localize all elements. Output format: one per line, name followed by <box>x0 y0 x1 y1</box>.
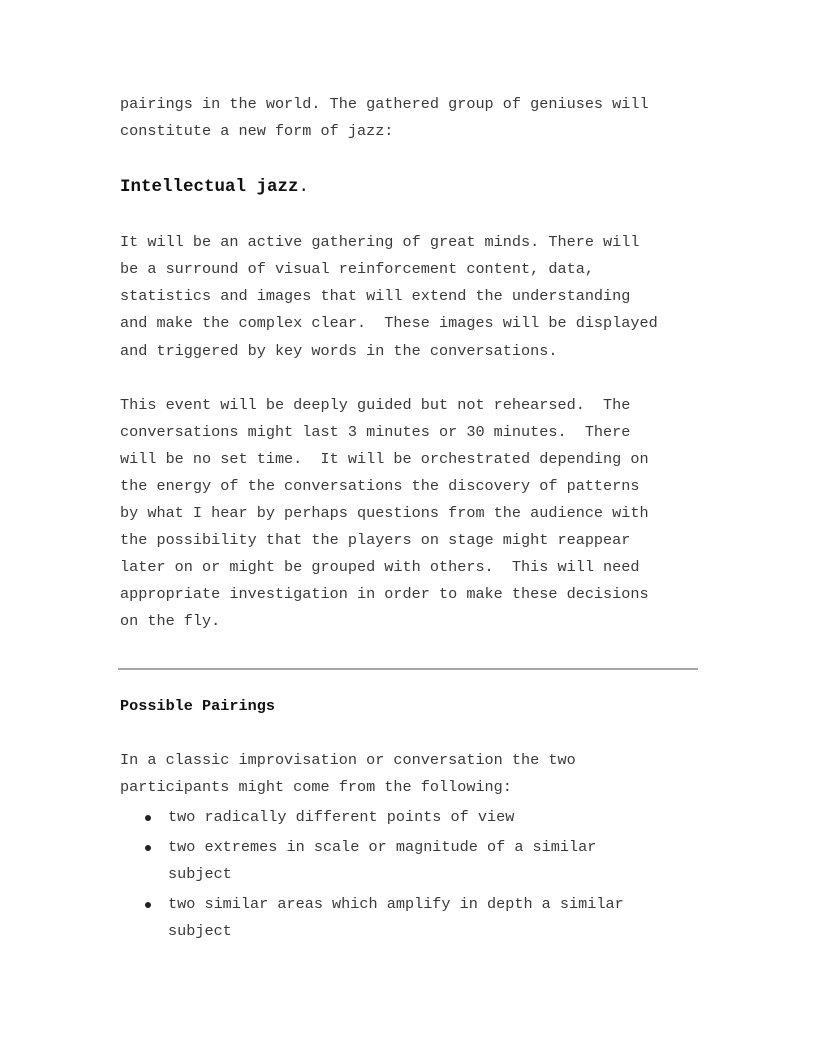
bullet-icon <box>145 845 151 851</box>
list-item <box>120 891 700 945</box>
list-item-text: two similar areas which amplify in depth a similar subject <box>168 895 624 941</box>
paragraph-gathering: It will be an active gathering of great minds. There will be a surround of visual reinforcement content, data, statistics and images that will extend the understanding and make the complex clear. These images will be displayed and triggered by key words in the conversations. <box>120 233 658 360</box>
section-heading-intellectual-jazz <box>120 172 700 202</box>
list-item <box>120 804 700 831</box>
intro-paragraph: pairings in the world. The gathered group of geniuses will constitute a new form of jazz: <box>120 95 649 141</box>
heading-text: Intellectual jazz <box>120 177 299 198</box>
bullet-icon <box>145 815 151 821</box>
paragraph-event: This event will be deeply guided but not rehearsed. The conversations might last 3 minutes or 30 minutes. There will be no set time. It will be orchestrated depending on the energy of the conversations the discovery of patterns by what I hear by perhaps questions from the audience with the possibility that the players on stage might reappear later on or might be grouped with others. This will need appropriate investigation in order to make these decisions on the fly. <box>120 395 649 631</box>
list-item <box>120 834 700 888</box>
list-item-text: two radically different points of view <box>168 807 515 826</box>
horizontal-rule <box>118 668 698 670</box>
bullet-icon <box>145 902 151 908</box>
paragraph-pairings: In a classic improvisation or conversation the two participants might come from the following: <box>120 750 576 796</box>
list-item-text: two extremes in scale or magnitude of a similar subject <box>168 837 597 883</box>
section-title-possible-pairings: Possible Pairings <box>120 696 275 715</box>
pairings-list <box>120 804 700 945</box>
heading-period: . <box>298 177 310 198</box>
document-page <box>120 91 700 948</box>
